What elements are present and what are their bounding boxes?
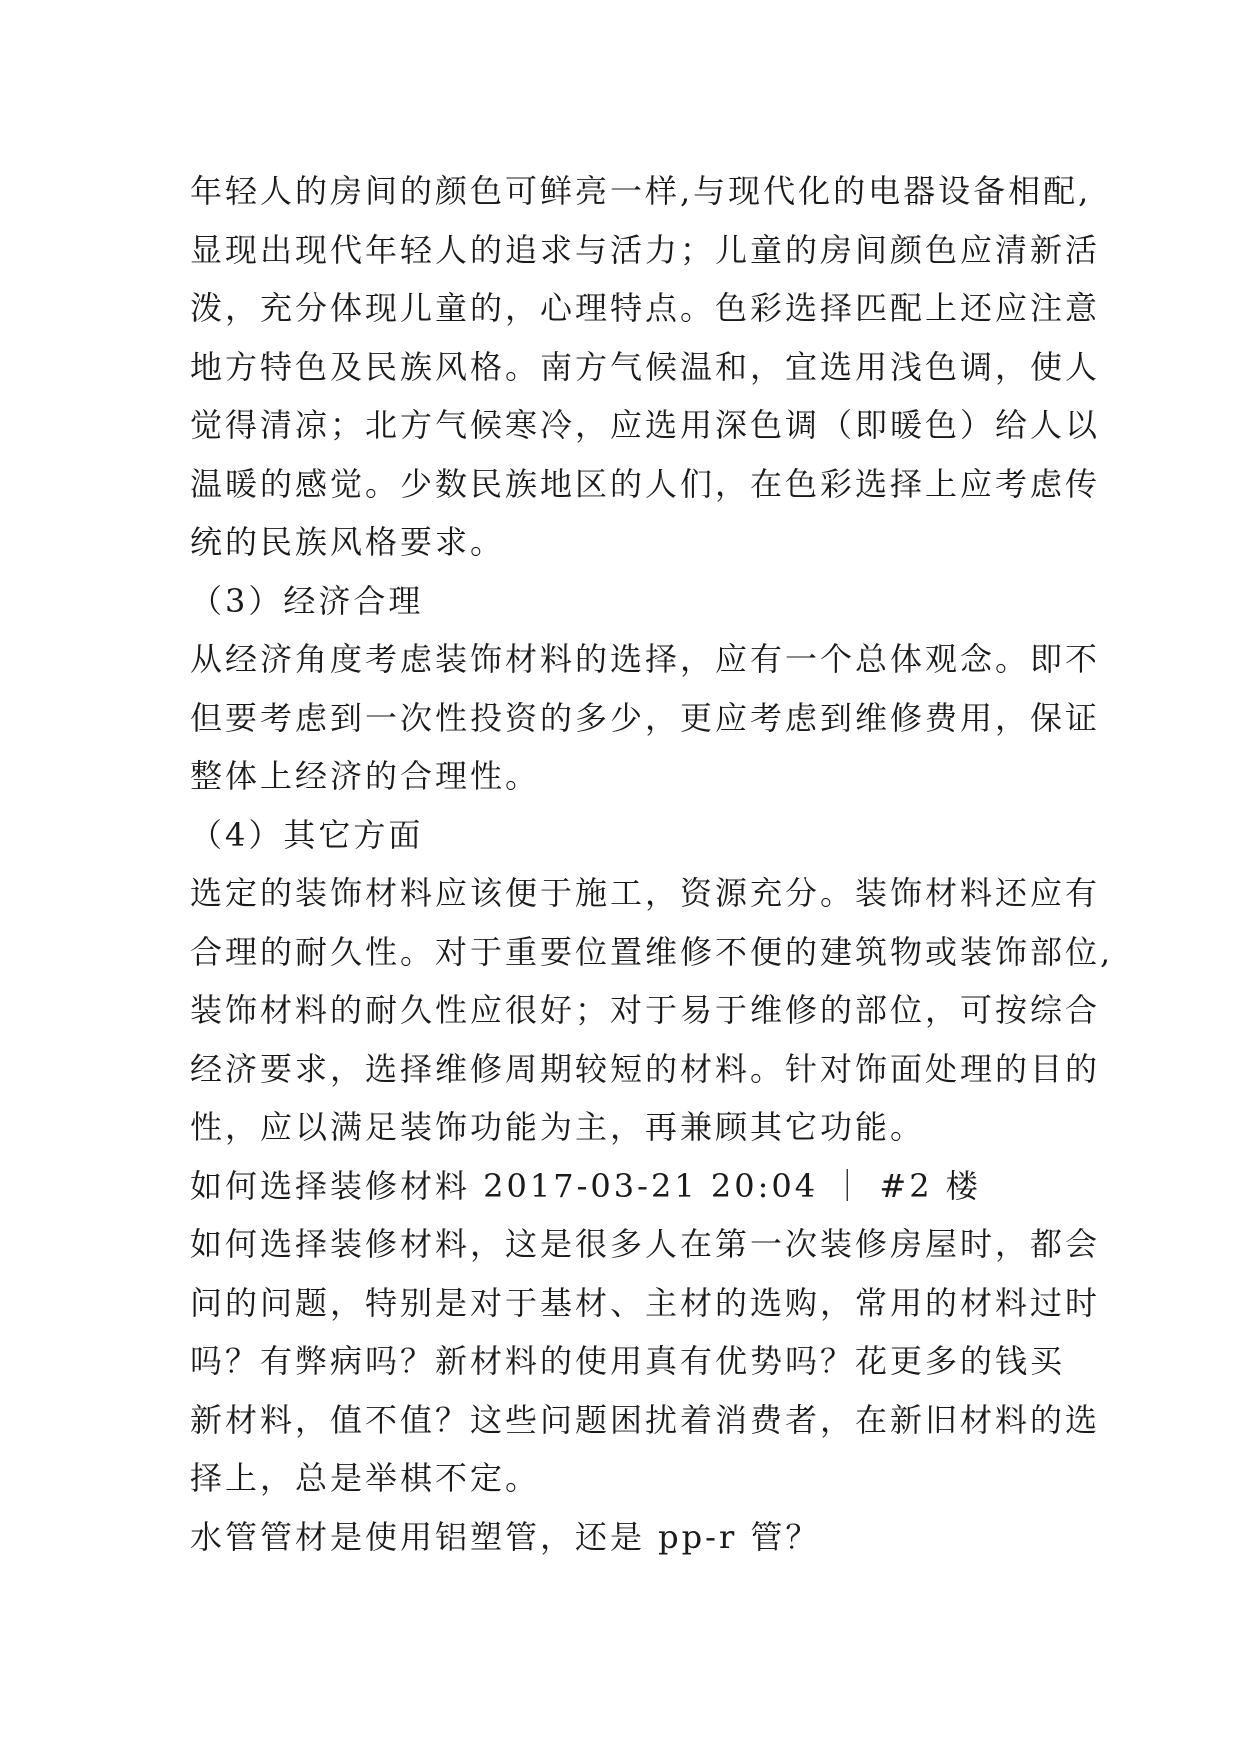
paragraph-line: 泼，充分体现儿童的，心理特点。色彩选择匹配上还应注意 <box>190 289 1101 327</box>
paragraph-line: 如何选择装修材料，这是很多人在第一次装修房屋时，都会 <box>190 1225 1101 1263</box>
paragraph-line: 择上，总是举棋不定。 <box>190 1459 541 1497</box>
paragraph-line: 合理的耐久性。对于重要位置维修不便的建筑物或装饰部位, <box>190 932 1114 971</box>
paragraph-line: 装饰材料的耐久性应很好；对于易于维修的部位，可按综合 <box>190 991 1101 1029</box>
paragraph-line: 觉得清凉；北方气候寒冷，应选用深色调（即暖色）给人以 <box>190 406 1101 444</box>
paragraph-line: 吗？有弊病吗？新材料的使用真有优势吗？花更多的钱买 <box>190 1342 1066 1380</box>
paragraph-line: 统的民族风格要求。 <box>190 523 506 561</box>
paragraph-line: 问的问题，特别是对于基材、主材的选购，常用的材料过时 <box>190 1283 1101 1322</box>
paragraph-line: 但要考虑到一次性投资的多少，更应考虑到维修费用，保证 <box>190 698 1101 737</box>
paragraph-line: 经济要求，选择维修周期较短的材料。针对饰面处理的目的 <box>190 1049 1101 1088</box>
paragraph-line: 整体上经济的合理性。 <box>190 757 541 795</box>
paragraph-line: 温暖的感觉。少数民族地区的人们，在色彩选择上应考虑传 <box>190 464 1101 503</box>
paragraph-line: 水管管材是使用铝塑管，还是 pp-r 管？ <box>190 1517 821 1556</box>
paragraph-line: 地方特色及民族风格。南方气候温和，宜选用浅色调，使人 <box>190 347 1101 386</box>
paragraph-line: 从经济角度考虑装饰材料的选择，应有一个总体观念。即不 <box>190 640 1101 678</box>
paragraph-line: 性，应以满足装饰功能为主，再兼顾其它功能。 <box>190 1108 926 1146</box>
document-body <box>190 162 1114 1566</box>
paragraph-line: 年轻人的房间的颜色可鲜亮一样,与现代化的电器设备相配, <box>190 172 1092 210</box>
section-heading: （4）其它方面 <box>190 815 424 854</box>
paragraph-line: 新材料，值不值？这些问题困扰着消费者，在新旧材料的选 <box>190 1400 1101 1439</box>
paragraph-line: 选定的装饰材料应该便于施工，资源充分。装饰材料还应有 <box>190 874 1101 912</box>
section-heading: （3）经济合理 <box>190 581 424 620</box>
paragraph-line: 显现出现代年轻人的追求与活力；儿童的房间颜色应清新活 <box>190 230 1101 269</box>
post-header-line: 如何选择装修材料 2017-03-21 20:04 ｜ #2 楼 <box>190 1166 981 1205</box>
